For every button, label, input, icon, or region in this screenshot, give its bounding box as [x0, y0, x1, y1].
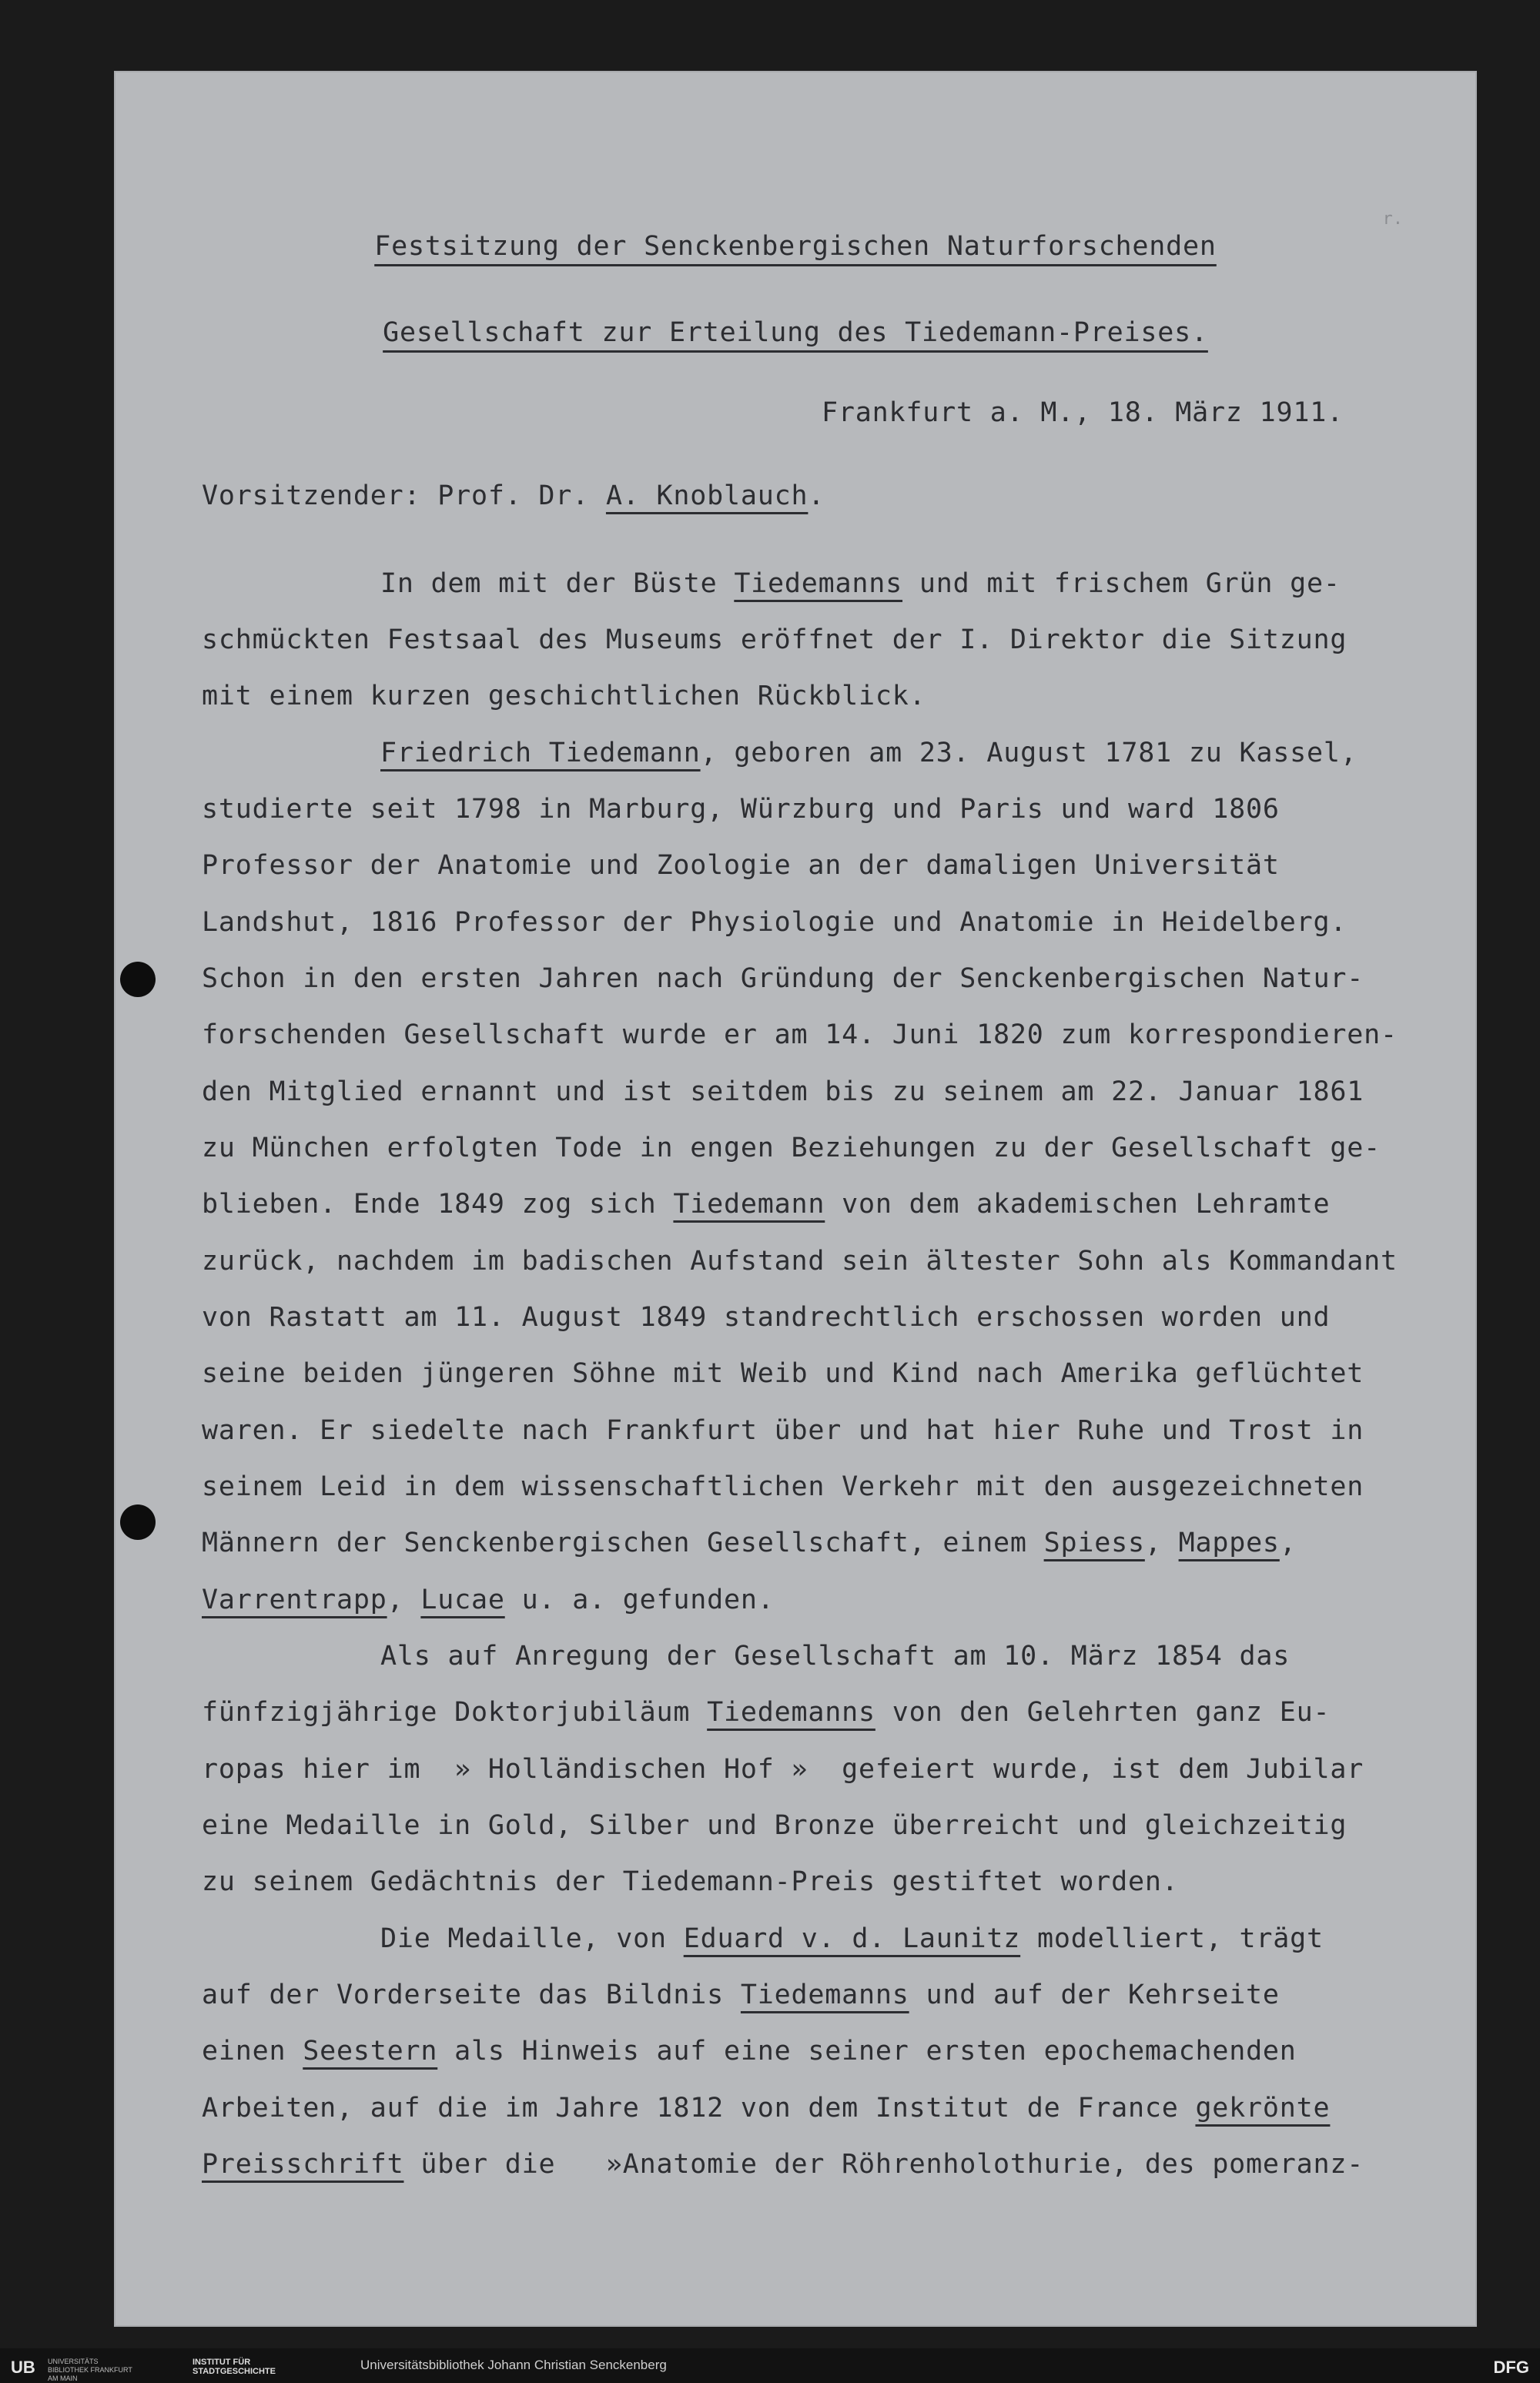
underlined-name: Eduard v. d. Launitz [683, 1923, 1021, 1954]
ub-logo-text: UNIVERSITÄTS BIBLIOTHEK FRANKFURT AM MAIN [48, 2358, 132, 2382]
underlined-name: Tiedemanns [707, 1697, 875, 1728]
p3-line: fünfzigjährige Doktorjubiläum Tiedemanns von den Gelehrten ganz Eu- [202, 1697, 1331, 1728]
p1-line: schmückten Festsaal des Museums eröffnet der I. Direktor die Sitzung [202, 624, 1348, 655]
underlined-name: Preisschrift [202, 2149, 404, 2180]
dfg-logo: DFG [1493, 2358, 1529, 2377]
punch-hole [120, 962, 156, 997]
p2-line: Professor der Anatomie und Zoologie an der damaligen Universität [202, 850, 1280, 881]
underlined-name: Varrentrapp [202, 1585, 387, 1615]
p3-line: Als auf Anregung der Gesellschaft am 10. März 1854 das [380, 1641, 1291, 1672]
institute-logo-text: INSTITUT FÜR STADTGESCHICHTE [192, 2358, 276, 2376]
p3-line: zu seinem Gedächtnis der Tiedemann-Preis gestiftet worden. [202, 1866, 1179, 1897]
chair-line [202, 479, 825, 513]
p2-line: Friedrich Tiedemann, geboren am 23. August 1781 zu Kassel, [380, 738, 1358, 768]
p2-line: studierte seit 1798 in Marburg, Würzburg und Paris und ward 1806 [202, 794, 1280, 825]
p2-line: den Mitglied ernannt und ist seitdem bis zu seinem am 22. Januar 1861 [202, 1076, 1364, 1107]
p1-line: In dem mit der Büste Tiedemanns und mit frischem Grün ge- [380, 568, 1341, 599]
p2-line: waren. Er siedelte nach Frankfurt über und hat hier Ruhe und Trost in [202, 1415, 1364, 1446]
footer-bar [0, 2348, 1540, 2383]
library-name: Universitätsbibliothek Johann Christian Senckenberg [360, 2358, 667, 2372]
p2-line: blieben. Ende 1849 zog sich Tiedemann von dem akademischen Lehramte [202, 1189, 1331, 1220]
p4-line: Preisschrift über die »Anatomie der Röhrenholothurie, des pomeranz- [202, 2149, 1364, 2180]
document-page [114, 71, 1477, 2327]
p4-line: Arbeiten, auf die im Jahre 1812 von dem Institut de France gekrönte [202, 2093, 1331, 2124]
p2-line: Varrentrapp, Lucae u. a. gefunden. [202, 1585, 775, 1615]
p2-line: zurück, nachdem im badischen Aufstand sein ältester Sohn als Kommandant [202, 1246, 1398, 1277]
punch-hole [120, 1504, 156, 1540]
p4-line: einen Seestern als Hinweis auf eine seiner ersten epochemachenden [202, 2036, 1297, 2067]
underlined-name: Seestern [303, 2036, 438, 2067]
chair-end: . [808, 480, 825, 511]
p4-line: auf der Vorderseite das Bildnis Tiedemanns und auf der Kehrseite [202, 1980, 1280, 2010]
dateline: Frankfurt a. M., 18. März 1911. [822, 397, 1344, 428]
underlined-name: Friedrich Tiedemann [380, 738, 701, 768]
title-line-2: Gesellschaft zur Erteilung des Tiedemann-Preises. [383, 317, 1208, 348]
underlined-name: Tiedemanns [734, 568, 903, 599]
underlined-name: Spiess [1043, 1528, 1145, 1558]
p2-line: forschenden Gesellschaft wurde er am 14. Juni 1820 zum korrespondieren- [202, 1019, 1398, 1050]
p3-line: ropas hier im » Holländischen Hof » gefeiert wurde, ist dem Jubilar [202, 1754, 1364, 1785]
corner-mark: r. [1382, 209, 1403, 229]
p2-line: Schon in den ersten Jahren nach Gründung der Senckenbergischen Natur- [202, 963, 1364, 994]
p4-line: Die Medaille, von Eduard v. d. Launitz modelliert, trägt [380, 1923, 1324, 1954]
p2-line: von Rastatt am 11. August 1849 standrechtlich erschossen worden und [202, 1302, 1331, 1333]
underlined-name: gekrönte [1195, 2093, 1331, 2124]
underlined-name: Mappes [1178, 1528, 1280, 1558]
p2-line: Männern der Senckenbergischen Gesellschaft, einem Spiess, Mappes, [202, 1528, 1297, 1558]
underlined-name: Tiedemanns [740, 1980, 909, 2010]
chair-label: Vorsitzender: Prof. Dr. [202, 480, 606, 511]
p2-line: seinem Leid in dem wissenschaftlichen Verkehr mit den ausgezeichneten [202, 1471, 1364, 1502]
p2-line: seine beiden jüngeren Söhne mit Weib und Kind nach Amerika geflüchtet [202, 1358, 1364, 1389]
underlined-name: Tiedemann [673, 1189, 825, 1220]
p1-line: mit einem kurzen geschichtlichen Rückblick. [202, 681, 926, 711]
ub-logo: UB [11, 2358, 35, 2377]
p3-line: eine Medaille in Gold, Silber und Bronze überreicht und gleichzeitig [202, 1810, 1348, 1841]
chair-name: A. Knoblauch [605, 480, 808, 511]
title-line-1: Festsitzung der Senckenbergischen Naturforschenden [374, 231, 1217, 262]
underlined-name: Lucae [420, 1585, 505, 1615]
p2-line: zu München erfolgten Tode in engen Beziehungen zu der Gesellschaft ge- [202, 1133, 1381, 1163]
p2-line: Landshut, 1816 Professor der Physiologie und Anatomie in Heidelberg. [202, 907, 1348, 938]
